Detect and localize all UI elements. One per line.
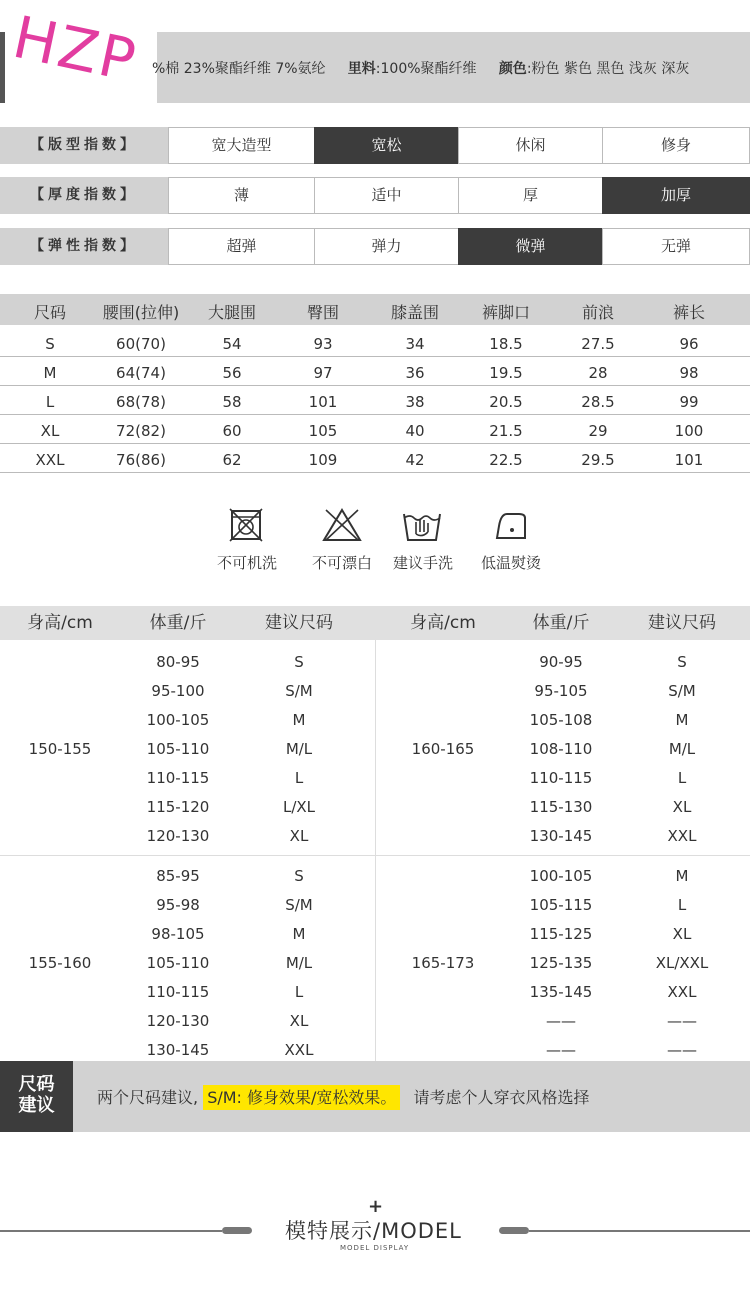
size-table-cell: 76(86) <box>116 451 166 469</box>
recommend-weight-cell: 108-110 <box>529 740 593 758</box>
size-table-row-divider <box>0 414 750 415</box>
index-option: 超弹 <box>168 228 315 265</box>
note-text <box>97 1085 590 1108</box>
no-bleach-icon <box>322 508 362 542</box>
care-label-hand-wash: 建议手洗 <box>392 554 453 572</box>
size-table-cell: 21.5 <box>489 422 523 440</box>
index-option: 微弹 <box>458 228 603 265</box>
size-table-cell: 27.5 <box>581 335 615 353</box>
recommend-weight-cell: 115-130 <box>529 798 593 816</box>
recommend-weight-cell: 95-98 <box>156 896 200 914</box>
recommend-size-cell: S <box>677 653 687 671</box>
note-tag <box>0 1074 73 1116</box>
size-table-cell: 62 <box>222 451 242 469</box>
recommend-header-cell: 建议尺码 <box>648 613 716 633</box>
size-table-cell: 19.5 <box>489 364 523 382</box>
recommend-size-cell: M <box>292 711 306 729</box>
hand-wash-icon <box>402 508 442 542</box>
model-title: 模特展示/MODEL <box>285 1219 462 1243</box>
index-option: 休闲 <box>458 127 603 164</box>
fabric-composition: %棉 23%聚酯纤维 7%氨纶 <box>152 61 326 77</box>
recommend-header-cell: 体重/斤 <box>149 613 207 633</box>
size-table-row-divider <box>0 443 750 444</box>
size-table-cell: 20.5 <box>489 393 523 411</box>
recommend-weight-cell: 130-145 <box>529 827 593 845</box>
size-table-cell: 60 <box>222 422 242 440</box>
size-table-cell: S <box>45 335 55 353</box>
recommend-weight-cell: 80-95 <box>156 653 200 671</box>
size-table-row-divider <box>0 472 750 473</box>
index-label: 【弹性指数】 <box>0 228 168 265</box>
recommend-size-cell: M/L <box>285 954 313 972</box>
recommend-size-cell: S/M <box>285 682 313 700</box>
recommend-size-cell: L <box>294 769 304 787</box>
index-option: 加厚 <box>602 177 750 214</box>
index-row <box>0 177 750 214</box>
recommend-size-cell: —— <box>667 1041 697 1059</box>
recommend-header-cell: 体重/斤 <box>532 613 590 633</box>
recommend-size-cell: M <box>292 925 306 943</box>
recommend-height-left: 150-155 <box>28 740 92 758</box>
recommend-size-cell: L <box>294 983 304 1001</box>
recommend-weight-cell: 95-105 <box>534 682 588 700</box>
fabric-info <box>152 58 689 78</box>
recommend-weight-cell: 115-120 <box>146 798 210 816</box>
recommend-weight-cell: 110-115 <box>146 769 210 787</box>
size-table-cell: 64(74) <box>116 364 166 382</box>
color-value: :粉色 紫色 黑色 浅灰 深灰 <box>526 61 690 77</box>
recommend-size-cell: M <box>675 867 689 885</box>
recommend-column-divider <box>375 640 376 1061</box>
model-divider-left <box>0 1230 222 1232</box>
size-table-header-cell: 裤脚口 <box>481 303 530 322</box>
recommend-weight-cell: 115-125 <box>529 925 593 943</box>
model-pill-right <box>499 1227 529 1234</box>
size-table-cell: 109 <box>308 451 338 469</box>
recommend-weight-cell: 95-100 <box>151 682 205 700</box>
recommend-size-cell: M/L <box>285 740 313 758</box>
recommend-size-cell: L/XL <box>282 798 316 816</box>
lining-label: 里料 <box>347 61 376 77</box>
recommend-size-cell: XL <box>289 827 309 845</box>
recommend-weight-cell: 105-110 <box>146 740 210 758</box>
size-table-cell: 100 <box>674 422 704 440</box>
size-table-header-cell: 裤长 <box>672 303 705 322</box>
index-option: 宽大造型 <box>168 127 315 164</box>
recommend-weight-cell: 98-105 <box>151 925 205 943</box>
index-option: 薄 <box>168 177 315 214</box>
index-option: 无弹 <box>602 228 750 265</box>
recommend-size-cell: XXL <box>667 983 697 1001</box>
size-table-cell: M <box>43 364 57 382</box>
recommend-weight-cell: 105-110 <box>146 954 210 972</box>
recommend-size-cell: —— <box>667 1012 697 1030</box>
recommend-weight-cell: 120-130 <box>146 827 210 845</box>
size-table-row-divider <box>0 385 750 386</box>
size-table-header-cell: 臀围 <box>306 303 339 322</box>
size-table-cell: XXL <box>35 451 65 469</box>
size-table-cell: 99 <box>679 393 699 411</box>
recommend-size-cell: XL <box>672 925 692 943</box>
recommend-height-left: 155-160 <box>28 954 92 972</box>
size-table-header-cell: 膝盖围 <box>390 303 439 322</box>
size-table-cell: 54 <box>222 335 242 353</box>
brand-logo-text: HZP <box>7 2 144 96</box>
recommend-size-cell: S <box>294 653 304 671</box>
size-table-cell: 38 <box>405 393 425 411</box>
index-row <box>0 127 750 164</box>
color-label: 颜色 <box>498 61 527 77</box>
recommend-weight-cell: —— <box>546 1012 576 1030</box>
size-table-cell: 101 <box>674 451 704 469</box>
size-table-cell: 60(70) <box>116 335 166 353</box>
size-table-cell: 56 <box>222 364 242 382</box>
size-table-cell: 18.5 <box>489 335 523 353</box>
recommend-weight-cell: 100-105 <box>146 711 210 729</box>
size-table-cell: 72(82) <box>116 422 166 440</box>
recommend-size-cell: XL <box>289 1012 309 1030</box>
size-table-cell: 42 <box>405 451 425 469</box>
size-table-cell: 36 <box>405 364 425 382</box>
size-table-header-cell: 前浪 <box>581 303 614 322</box>
size-table-header-cell: 尺码 <box>33 303 66 322</box>
size-table-cell: L <box>45 393 55 411</box>
recommend-weight-cell: —— <box>546 1041 576 1059</box>
index-row <box>0 228 750 265</box>
size-table-cell: 28 <box>588 364 608 382</box>
index-option: 适中 <box>314 177 459 214</box>
recommend-weight-cell: 110-115 <box>146 983 210 1001</box>
size-table-header-cell: 腰围(拉伸) <box>102 303 180 322</box>
recommend-weight-cell: 120-130 <box>146 1012 210 1030</box>
model-pill-left <box>222 1227 252 1234</box>
recommend-weight-cell: 110-115 <box>529 769 593 787</box>
size-table-cell: 105 <box>308 422 338 440</box>
model-subtitle: MODEL DISPLAY <box>340 1244 410 1252</box>
size-table-cell: 22.5 <box>489 451 523 469</box>
index-option: 厚 <box>458 177 603 214</box>
low-iron-icon <box>493 508 529 542</box>
recommend-size-cell: XL <box>672 798 692 816</box>
recommend-weight-cell: 135-145 <box>529 983 593 1001</box>
size-table-header-cell: 大腿围 <box>207 303 256 322</box>
size-table-cell: 98 <box>679 364 699 382</box>
model-divider-right <box>529 1230 750 1232</box>
recommend-weight-cell: 125-135 <box>529 954 593 972</box>
index-option: 修身 <box>602 127 750 164</box>
care-label-no-bleach: 不可漂白 <box>311 554 372 572</box>
size-table-cell: 97 <box>313 364 333 382</box>
recommend-weight-cell: 85-95 <box>156 867 200 885</box>
size-table-row-divider <box>0 356 750 357</box>
recommend-weight-cell: 105-108 <box>529 711 593 729</box>
recommend-weight-cell: 105-115 <box>529 896 593 914</box>
recommend-header-cell: 建议尺码 <box>265 613 333 633</box>
size-table-cell: 96 <box>679 335 699 353</box>
recommend-header-cell: 身高/cm <box>27 613 93 633</box>
size-table-cell: 29 <box>588 422 608 440</box>
recommend-size-cell: S/M <box>668 682 696 700</box>
note-tag-text: 尺码 建议 <box>18 1074 55 1116</box>
recommend-size-cell: XXL <box>284 1041 314 1059</box>
index-option: 弹力 <box>314 228 459 265</box>
index-option: 宽松 <box>314 127 459 164</box>
recommend-size-cell: XL/XXL <box>655 954 709 972</box>
size-table-cell: 58 <box>222 393 242 411</box>
recommend-weight-cell: 90-95 <box>539 653 583 671</box>
size-table-cell: 40 <box>405 422 425 440</box>
size-table-cell: 68(78) <box>116 393 166 411</box>
size-table-cell: 28.5 <box>581 393 615 411</box>
lining-value: :100%聚酯纤维 <box>375 61 477 77</box>
brand-logo <box>5 2 157 133</box>
recommend-weight-cell: 100-105 <box>529 867 593 885</box>
note-text-before: 两个尺码建议, <box>97 1088 199 1107</box>
no-machine-wash-icon <box>229 508 263 542</box>
recommend-size-cell: L <box>677 769 687 787</box>
index-label: 【厚度指数】 <box>0 177 168 214</box>
recommend-weight-cell: 130-145 <box>146 1041 210 1059</box>
recommend-size-cell: S <box>294 867 304 885</box>
size-table-cell: XL <box>40 422 60 440</box>
recommend-size-cell: XXL <box>667 827 697 845</box>
recommend-size-cell: M/L <box>668 740 696 758</box>
recommend-size-cell: M <box>675 711 689 729</box>
size-table-cell: 29.5 <box>581 451 615 469</box>
model-plus: + <box>368 1196 384 1217</box>
recommend-height-right: 160-165 <box>411 740 475 758</box>
size-table-cell: 34 <box>405 335 425 353</box>
recommend-header-cell: 身高/cm <box>410 613 476 633</box>
note-text-after: 请考虑个人穿衣风格选择 <box>413 1088 590 1107</box>
recommend-height-right: 165-173 <box>411 954 475 972</box>
note-highlight: S/M: 修身效果/宽松效果。 <box>203 1085 400 1110</box>
care-label-low-iron: 低温熨烫 <box>480 554 541 572</box>
recommend-size-cell: S/M <box>285 896 313 914</box>
size-table-cell: 101 <box>308 393 338 411</box>
size-table-cell: 93 <box>313 335 333 353</box>
index-label: 【版型指数】 <box>0 127 168 164</box>
care-label-no-machine-wash: 不可机洗 <box>216 554 277 572</box>
recommend-size-cell: L <box>677 896 687 914</box>
